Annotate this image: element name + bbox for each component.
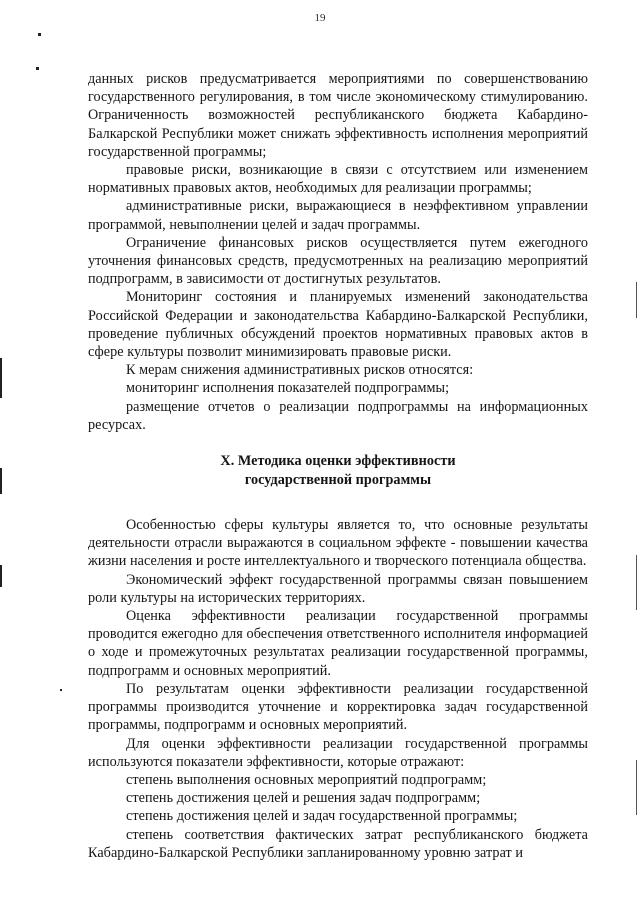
paragraphs-after-heading (88, 516, 588, 862)
scan-speck (36, 67, 39, 70)
paragraph: Особенностью сферы культуры является то, что основные результаты деятельности отрасли выражаются в социальном эффекте - повышении качества жизни населения и росте интеллектуального и творческого потенциала общества. (88, 517, 588, 570)
paragraph: Для оценки эффективности реализации государственной программы используются показатели эффективности, которые отражают: (88, 735, 588, 770)
paragraph: правовые риски, возникающие в связи с отсутствием или изменением нормативных правовых актов, необходимых для реализации программы; (88, 162, 588, 197)
paragraph: По результатам оценки эффективности реализации государственной программы производится уточнение и корректировка задач государственной программы, подпрограмм и основных мероприятий. (88, 680, 588, 734)
section-heading-line: государственной программы (244, 472, 432, 489)
section-heading (88, 452, 588, 490)
scan-edge-line (636, 282, 637, 318)
section-heading-line: X. Методика оценки эффективности (220, 453, 456, 470)
scan-edge-line (636, 760, 637, 815)
paragraphs-before-heading (88, 70, 588, 434)
document-body (88, 70, 588, 862)
paragraph: К мерам снижения административных рисков относятся: (126, 362, 474, 379)
paragraph: степень выполнения основных мероприятий подпрограмм; (126, 771, 487, 788)
paragraph: степень соответствия фактических затрат республиканского бюджета Кабардино-Балкарской Республики запланированному уровню затрат и (88, 826, 588, 861)
scan-edge-line (636, 555, 637, 610)
paragraph: степень достижения целей и задач государственной программы; (126, 808, 518, 825)
scan-edge-line (0, 358, 2, 398)
paragraph: степень достижения целей и решения задач подпрограмм; (126, 790, 481, 807)
page-number: 19 (314, 12, 326, 24)
paragraph: Экономический эффект государственной программы связан повышением роли культуры на исторических территориях. (88, 571, 588, 606)
paragraph: размещение отчетов о реализации подпрограммы на информационных ресурсах. (88, 398, 588, 433)
scan-edge-line (0, 565, 2, 587)
paragraph: Ограничение финансовых рисков осуществляется путем ежегодного уточнения финансовых средств, предусмотренных на реализацию мероприятий подпрограмм, в зависимости от достигнутых результатов. (88, 234, 588, 288)
paragraph: данных рисков предусматривается мероприятиями по совершенствованию государственного регулирования, в том числе экономическому стимулированию. Ограниченность возможностей республиканского бюджета Кабардино-Балкарской Республики может снижать эффективность исполнения мероприятий государственной программы; (88, 71, 588, 160)
paragraph: мониторинг исполнения показателей подпрограммы; (126, 380, 450, 397)
scan-speck (60, 689, 62, 691)
paragraph: Оценка эффективности реализации государственной программы проводится ежегодно для обеспечения ответственного исполнителя информацией о ходе и промежуточных результатах реализации государственной программы, подпрограмм и основных мероприятий. (88, 608, 588, 679)
scan-edge-line (0, 468, 2, 494)
paragraph: Мониторинг состояния и планируемых изменений законодательства Российской Федерации и законодательства Кабардино-Балкарской Республики, проведение публичных обсуждений проектов нормативных правовых актов в сфере культуры позволит минимизировать правовые риски. (88, 289, 588, 361)
paragraph: административные риски, выражающиеся в неэффективном управлении программой, невыполнении целей и задач программы. (88, 198, 588, 233)
scan-speck (38, 33, 41, 36)
